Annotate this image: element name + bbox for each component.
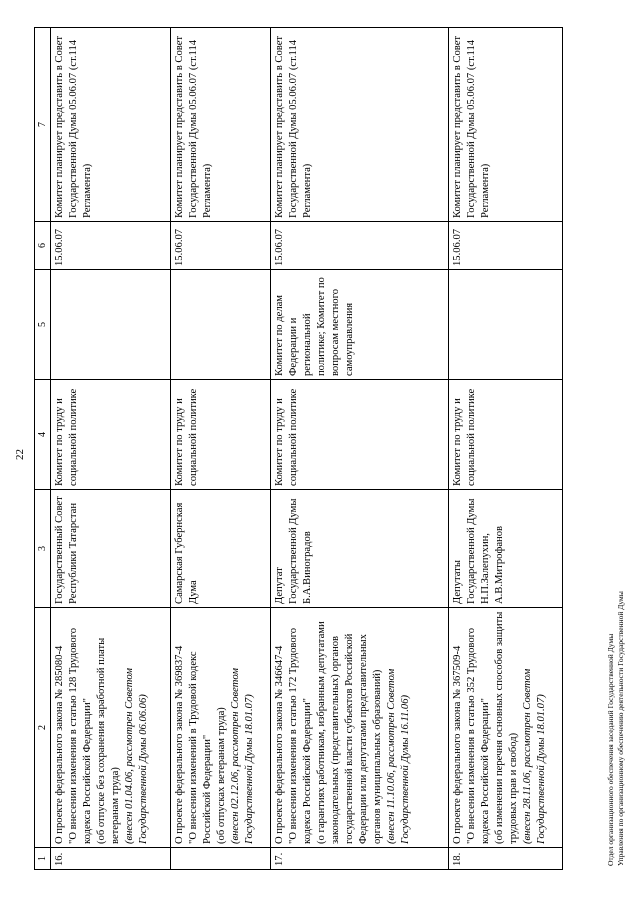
co-committee-cell <box>171 270 271 380</box>
project-title: О проекте федерального закона № 346647-4 <box>274 645 286 844</box>
column-header: 7 <box>35 28 51 222</box>
footer-line: Отдел организационного обеспечения заседаний Государственной Думы <box>606 633 615 866</box>
table-row <box>449 28 563 870</box>
status-cell: Комитет планирует представить в Совет Государственной Думы 05.06.07 (ст.114 Регламента) <box>51 28 171 222</box>
project-title: О проекте федерального закона № 367509-4 <box>452 645 464 844</box>
initiator-cell: Депутаты Государственной Думы Н.П.Залепухин, А.В.Митрофанов <box>449 490 563 608</box>
column-header: 4 <box>35 380 51 490</box>
date-cell: 15.06.07 <box>449 222 563 270</box>
co-committee-cell: Комитет по делам Федерации и региональной политике; Комитет по вопросам местного самоуправления <box>271 270 449 380</box>
project-cell <box>171 608 271 848</box>
page-footer <box>606 591 626 866</box>
project-line: "О внесении изменения в статью 128 Трудового кодекса Российской Федерации" <box>68 627 94 844</box>
table-row <box>171 28 271 870</box>
project-note: (внесен 11.10.06, рассмотрен Советом Государственной Думы 16.11.06) <box>385 668 411 844</box>
project-line: "О внесении изменения в статью 352 Трудового кодекса Российской Федерации" <box>466 627 492 844</box>
committee-cell: Комитет по труду и социальной политике <box>51 380 171 490</box>
committee-cell: Комитет по труду и социальной политике <box>171 380 271 490</box>
project-cell <box>449 608 563 848</box>
status-cell: Комитет планирует представить в Совет Государственной Думы 05.06.07 (ст.114 Регламента) <box>449 28 563 222</box>
column-header: 2 <box>35 608 51 848</box>
project-line: (об изменении перечня основных способов защиты трудовых прав и свобод) <box>494 611 520 844</box>
project-note: (внесен 01.04.06, рассмотрен Советом Государственной Думы 06.06.06) <box>124 668 149 844</box>
column-header: 3 <box>35 490 51 608</box>
committee-cell: Комитет по труду и социальной политике <box>271 380 449 490</box>
table-row <box>51 28 171 870</box>
bills-table <box>34 27 563 870</box>
committee-cell: Комитет по труду и социальной политике <box>449 380 563 490</box>
column-header: 6 <box>35 222 51 270</box>
project-line: (об отпуске без сохранения заработной платы ветеранам труда) <box>96 637 122 844</box>
project-line: (о гарантиях работникам, избранным депутатами законодательных (представительных) органов государственной власти субъектов Российской Федерации или депутатами представительных органов муниципальных образований) <box>316 621 383 844</box>
column-header: 1 <box>35 848 51 870</box>
column-header: 5 <box>35 270 51 380</box>
status-cell: Комитет планирует представить в Совет Государственной Думы 05.06.07 (ст.114 Регламента) <box>171 28 271 222</box>
date-cell: 15.06.07 <box>51 222 171 270</box>
project-cell <box>271 608 449 848</box>
table-row <box>271 28 449 870</box>
footer-line: Управления по организационному обеспечению деятельности Государственной Думы <box>616 591 626 866</box>
initiator-cell: Депутат Государственной Думы Б.А.Виноградов <box>271 490 449 608</box>
row-number: 18. <box>449 848 563 870</box>
row-number: 16. <box>51 848 171 870</box>
page-number: 22 <box>14 449 26 460</box>
row-number: 17. <box>271 848 449 870</box>
project-title: О проекте федерального закона № 369837-4 <box>174 645 186 844</box>
row-number <box>171 848 271 870</box>
date-cell: 15.06.07 <box>271 222 449 270</box>
initiator-cell: Государственный Совет Республики Татарстан <box>51 490 171 608</box>
project-line: (об отпусках ветеранам труда) <box>216 707 228 844</box>
initiator-cell: Самарская Губернская Дума <box>171 490 271 608</box>
project-title: О проекте федерального закона № 285080-4 <box>54 645 66 844</box>
project-cell <box>51 608 171 848</box>
project-note: (внесен 28.11.06, рассмотрен Советом Государственной Думы 18.01.07) <box>522 668 547 844</box>
date-cell: 15.06.07 <box>171 222 271 270</box>
co-committee-cell <box>51 270 171 380</box>
project-note: (внесен 02.12.06, рассмотрен Советом Государственной Думы 18.01.07) <box>230 668 256 844</box>
status-cell: Комитет планирует представить в Совет Государственной Думы 05.06.07 (ст.114 Регламента) <box>271 28 449 222</box>
project-line: "О внесении изменения в статью 172 Трудового кодекса Российской Федерации" <box>288 627 314 844</box>
column-number-row <box>35 28 51 870</box>
co-committee-cell <box>449 270 563 380</box>
project-line: "О внесении изменений в Трудовой кодекс Российской Федерации" <box>188 651 214 844</box>
